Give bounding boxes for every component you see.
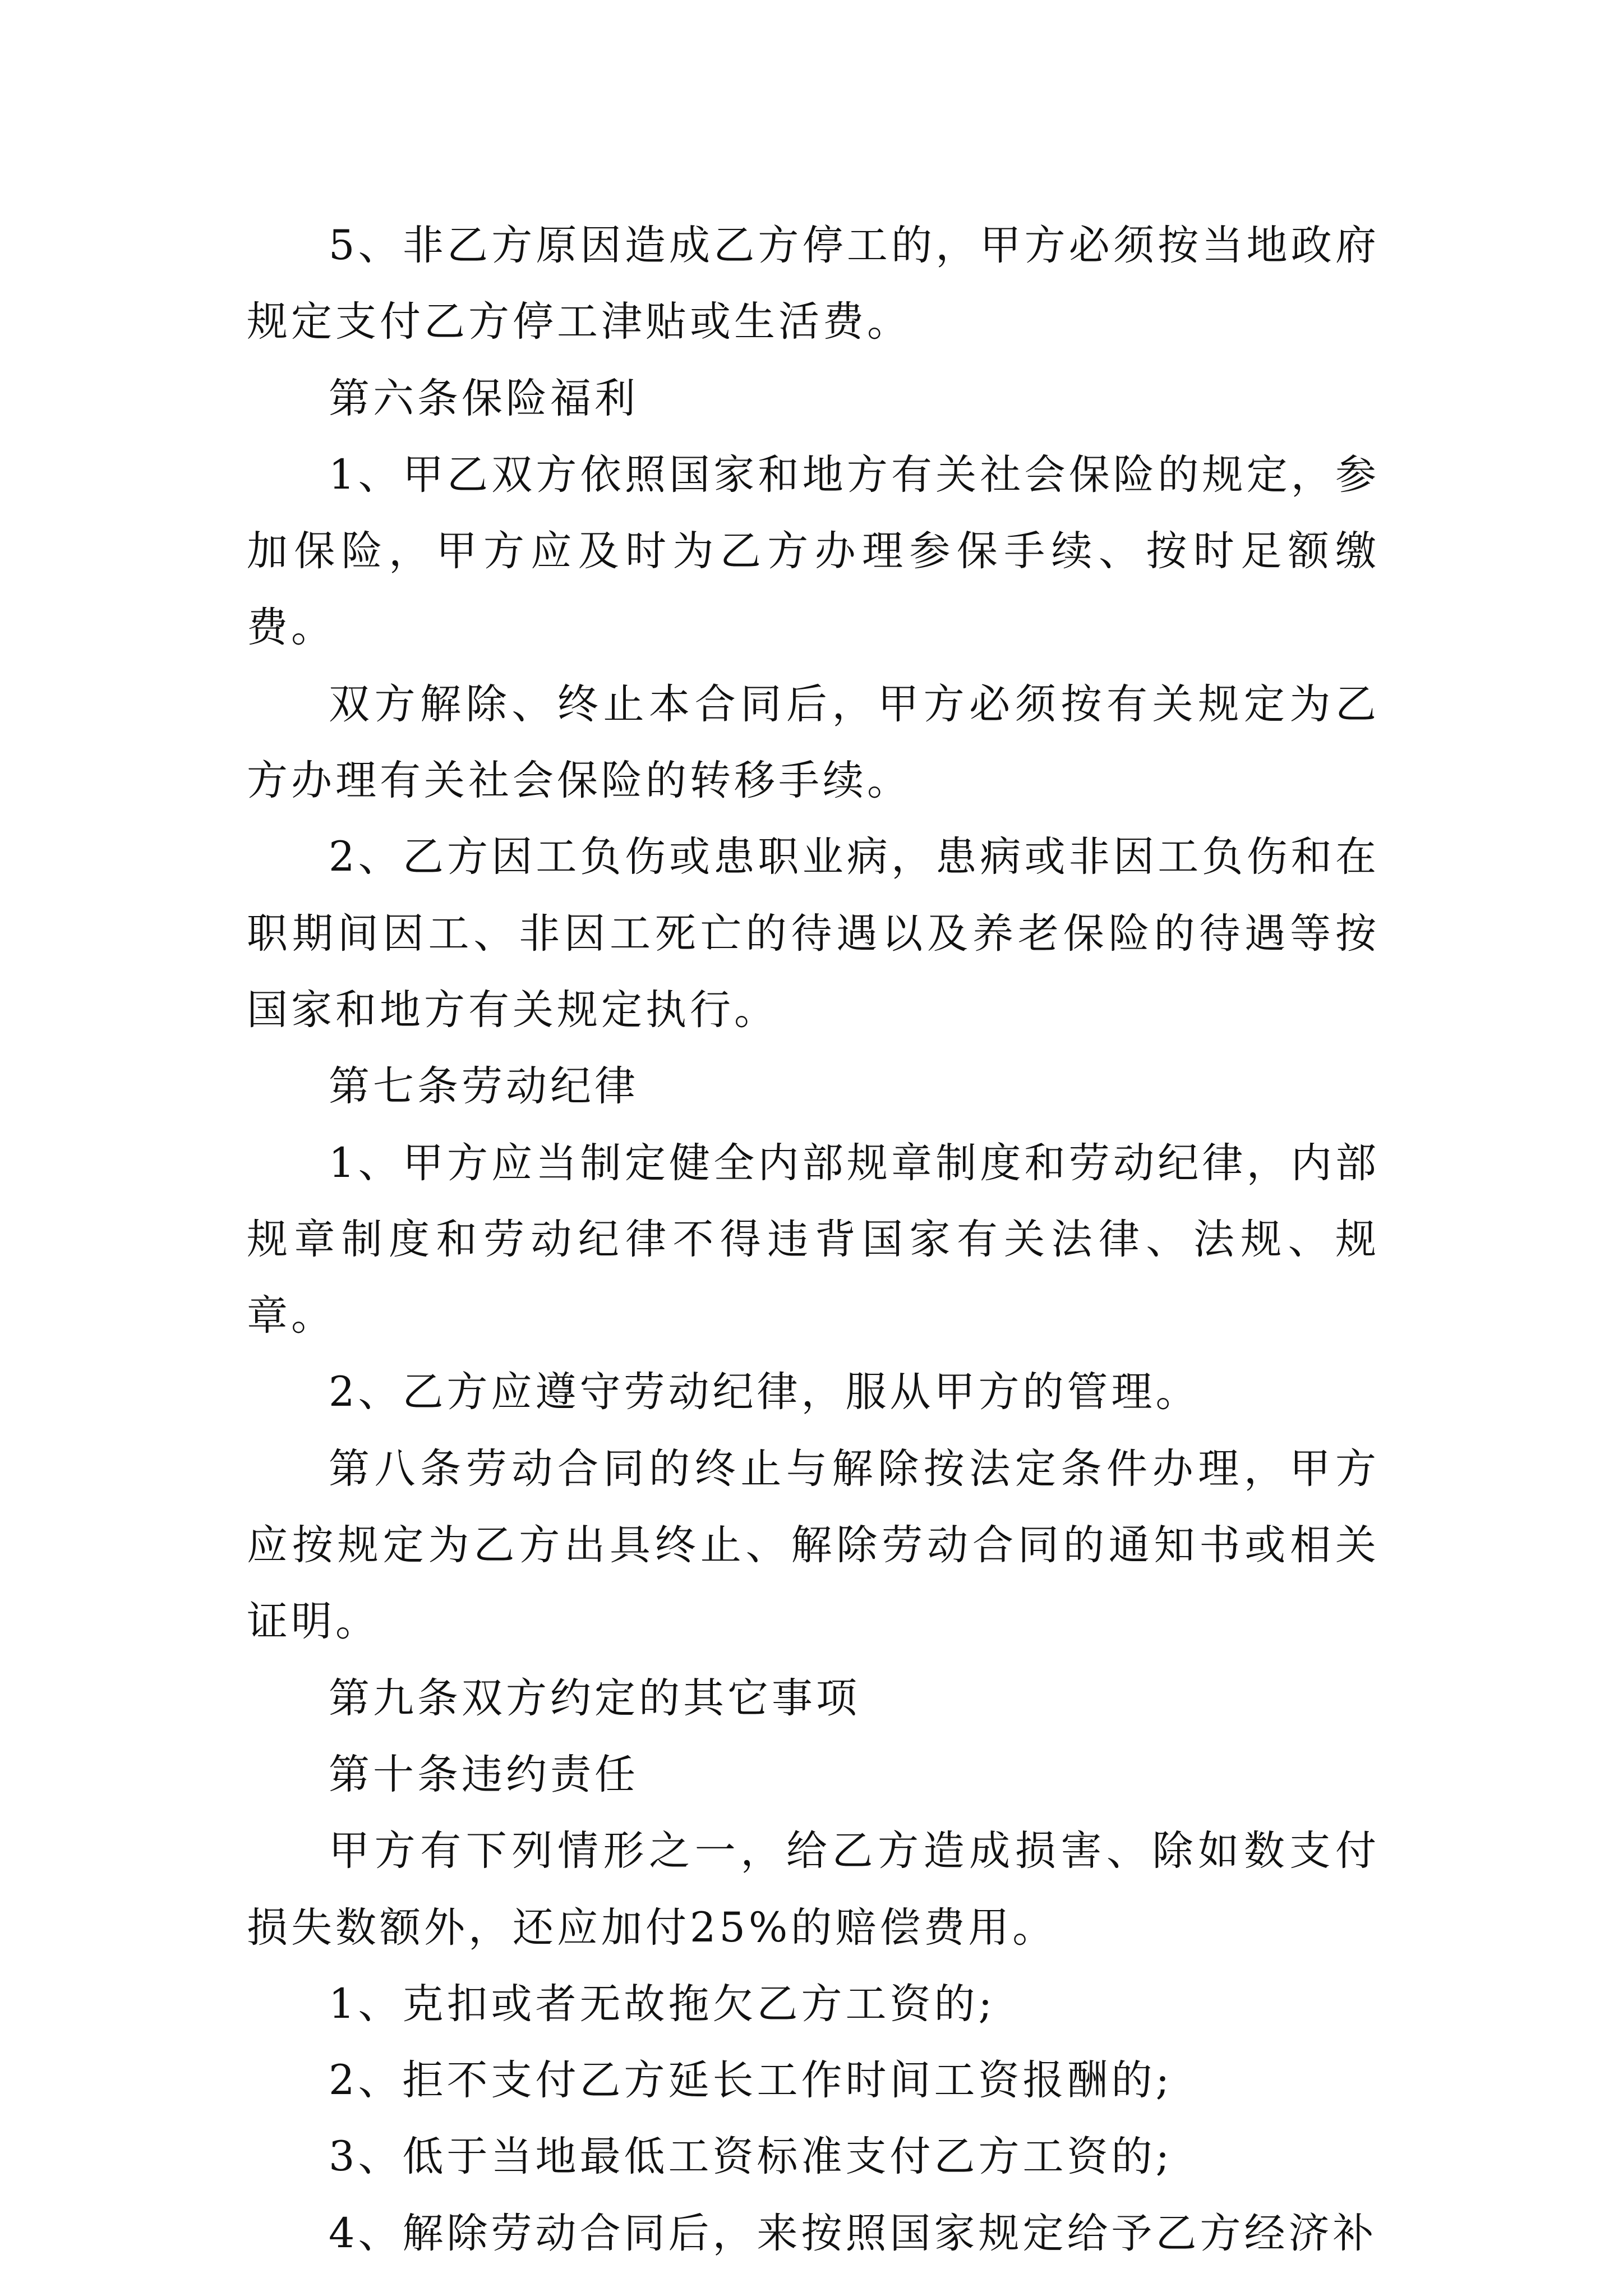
paragraph-clause-5-stoppage-pay: 5、非乙方原因造成乙方停工的，甲方必须按当地政府规定支付乙方停工津贴或生活费。 [247,222,1380,346]
paragraph-insurance-2: 2、乙方因工负伤或患职业病，患病或非因工负伤和在职期间因工、非因工死亡的待遇以及养老保险的待遇等按国家和地方有关规定执行。 [247,833,1380,1034]
paragraph-liability-1: 1、克扣或者无故拖欠乙方工资的; [329,1980,996,2028]
paragraph-liability-intro: 甲方有下列情形之一，给乙方造成损害、除如数支付损失数额外，还应加付25%的赔偿费用。 [247,1827,1380,1952]
paragraph-discipline-1: 1、甲方应当制定健全内部规章制度和劳动纪律，内部规章制度和劳动纪律不得违背国家有关法律、法规、规章。 [247,1139,1380,1340]
paragraph-liability-2: 2、拒不支付乙方延长工作时间工资报酬的; [329,2056,1173,2105]
paragraph-article-8: 第八条劳动合同的终止与解除按法定条件办理，甲方应按规定为乙方出具终止、解除劳动合同的通知书或相关证明。 [247,1444,1380,1646]
heading-article-6: 第六条保险福利 [329,374,639,422]
paragraph-liability-3: 3、低于当地最低工资标准支付乙方工资的; [329,2133,1173,2181]
heading-article-9: 第九条双方约定的其它事项 [329,1674,860,1722]
heading-article-10: 第十条违约责任 [329,1750,639,1798]
paragraph-discipline-2: 2、乙方应遵守劳动纪律，服从甲方的管理。 [329,1368,1200,1416]
paragraph-insurance-1: 1、甲乙双方依照国家和地方有关社会保险的规定，参加保险，甲方应及时为乙方办理参保手续、按时足额缴费。 [247,450,1380,652]
heading-article-7: 第七条劳动纪律 [329,1062,639,1111]
paragraph-liability-4: 4、解除劳动合同后，来按照国家规定给予乙方经济补 [329,2209,1377,2257]
paragraph-insurance-transfer: 双方解除、终止本合同后，甲方必须按有关规定为乙方办理有关社会保险的转移手续。 [247,680,1380,805]
document-body [247,208,1380,2272]
